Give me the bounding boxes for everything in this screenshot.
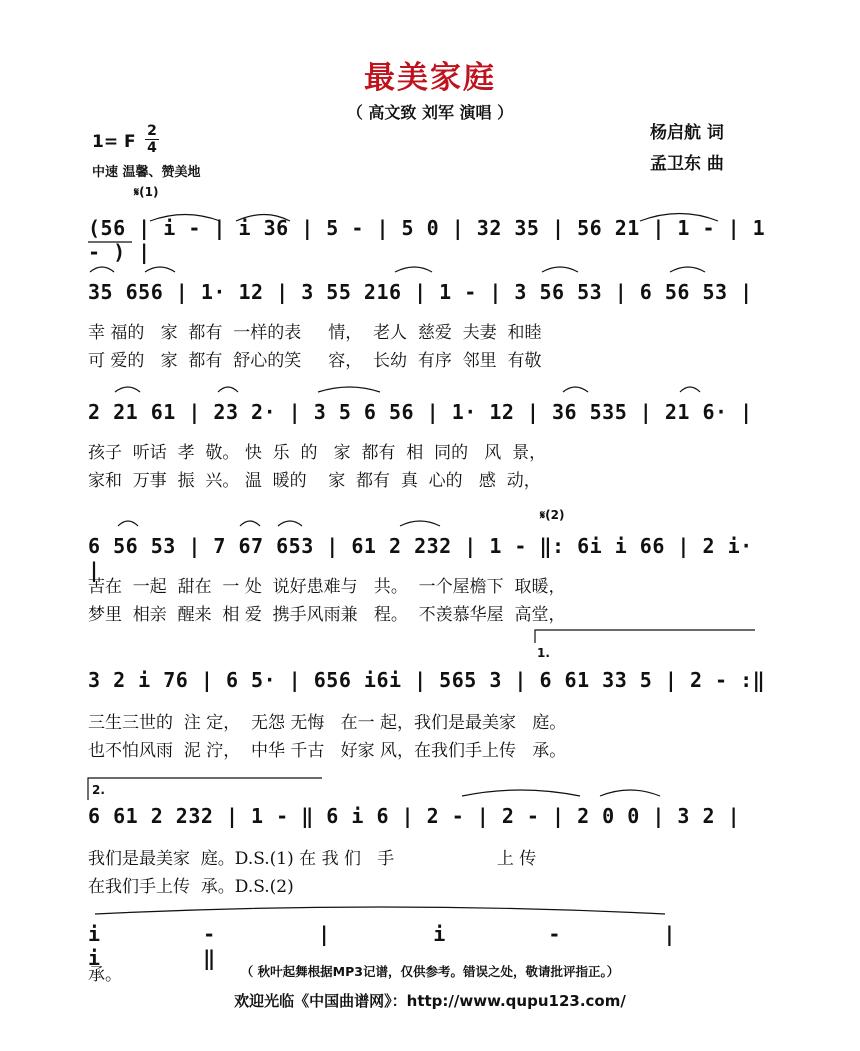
- notes-line-7: i - | i - | i ‖: [88, 922, 676, 970]
- notes-line-1: (56 | i - | i 36 | 5 - | 5 0 | 32 35 | 56 21 | 1 - | 1 - ) |: [88, 216, 766, 264]
- time-signature: [145, 124, 159, 155]
- tempo-marking: 中速 温馨、赞美地: [92, 165, 201, 180]
- lyric-3b: 家和 万事 振 兴。 温 暖的 家 都有 真 心的 感 动，: [88, 471, 541, 491]
- score-line-4: [0, 534, 860, 582]
- lyric-5b: 也不怕风雨 泥 泞， 中华 千古 好家 风，在我们手上传 承。: [88, 741, 567, 761]
- notes-line-5: 3 2 i 76 | 6 5· | 656 i6i | 565 3 | 6 61 33 5 | 2 - :‖: [88, 668, 766, 692]
- score-line-5: [0, 668, 860, 708]
- notes-line-3: 2 21 61 | 23 2· | 3 5 6 56 | 1· 12 | 36 535 | 21 6· |: [88, 400, 753, 424]
- time-top: 2: [147, 123, 157, 139]
- score-line-2: [0, 280, 860, 320]
- ending-2: 2.: [92, 783, 105, 797]
- website-link[interactable]: 欢迎光临《中国曲谱网》：http://www.qupu123.com/: [234, 992, 626, 1010]
- lyric-4b: 梦里 相亲 醒来 相 爱 携手风雨兼 程。 不羡慕华屋 高堂，: [88, 605, 566, 625]
- performers: （ 高文致 刘军 演唱 ）: [346, 103, 514, 122]
- score-line-1: [0, 216, 860, 264]
- score-line-6: [0, 804, 860, 844]
- notes-line-4: 6 56 53 | 7 67 653 | 61 2 232 | 1 - ‖: 6i i 66 | 2 i· |: [88, 534, 753, 582]
- segno-1: 𝄋(1): [134, 185, 159, 199]
- key-signature: 1= F: [92, 132, 136, 152]
- ending-1: 1.: [537, 646, 550, 660]
- transcription-note: （ 秋叶起舞根据MP3记谱，仅供参考。错误之处，敬请批评指正。）: [240, 964, 620, 979]
- composer: 孟卫东 曲: [650, 154, 724, 174]
- lyricist: 杨启航 词: [650, 123, 724, 143]
- segno-2: 𝄋(2): [540, 508, 565, 522]
- notes-line-2: 35 656 | 1· 12 | 3 55 216 | 1 - | 3 56 53 | 6 56 53 |: [88, 280, 753, 304]
- lyric-4a: 苦在 一起 甜在 一 处 说好患难与 共。 一个屋檐下 取暖，: [88, 577, 566, 597]
- score-line-3: [0, 400, 860, 440]
- score-line-7: [0, 922, 860, 970]
- lyric-5a: 三生三世的 注 定， 无怨 无悔 在一 起，我们是最美家 庭。: [88, 713, 567, 733]
- lyric-7: 承。: [88, 965, 122, 985]
- time-bottom: 4: [147, 140, 157, 156]
- lyric-2a: 幸 福的 家 都有 一样的表 情， 老人 慈爱 夫妻 和睦: [88, 323, 542, 343]
- notes-line-6: 6 61 2 232 | 1 - ‖ 6 i 6 | 2 - | 2 - | 2 0 0 | 3 2 |: [88, 804, 741, 828]
- lyric-3a: 孩子 听话 孝 敬。 快 乐 的 家 都有 相 同的 风 景，: [88, 443, 547, 463]
- lyric-6b: 在我们手上传 承。D.S.(2): [88, 877, 294, 897]
- song-title: 最美家庭: [364, 60, 496, 96]
- lyric-2b: 可 爱的 家 都有 舒心的笑 容， 长幼 有序 邻里 有敬: [88, 351, 542, 371]
- lyric-6a: 我们是最美家 庭。D.S.(1) 在 我 们 手 上 传: [88, 849, 537, 869]
